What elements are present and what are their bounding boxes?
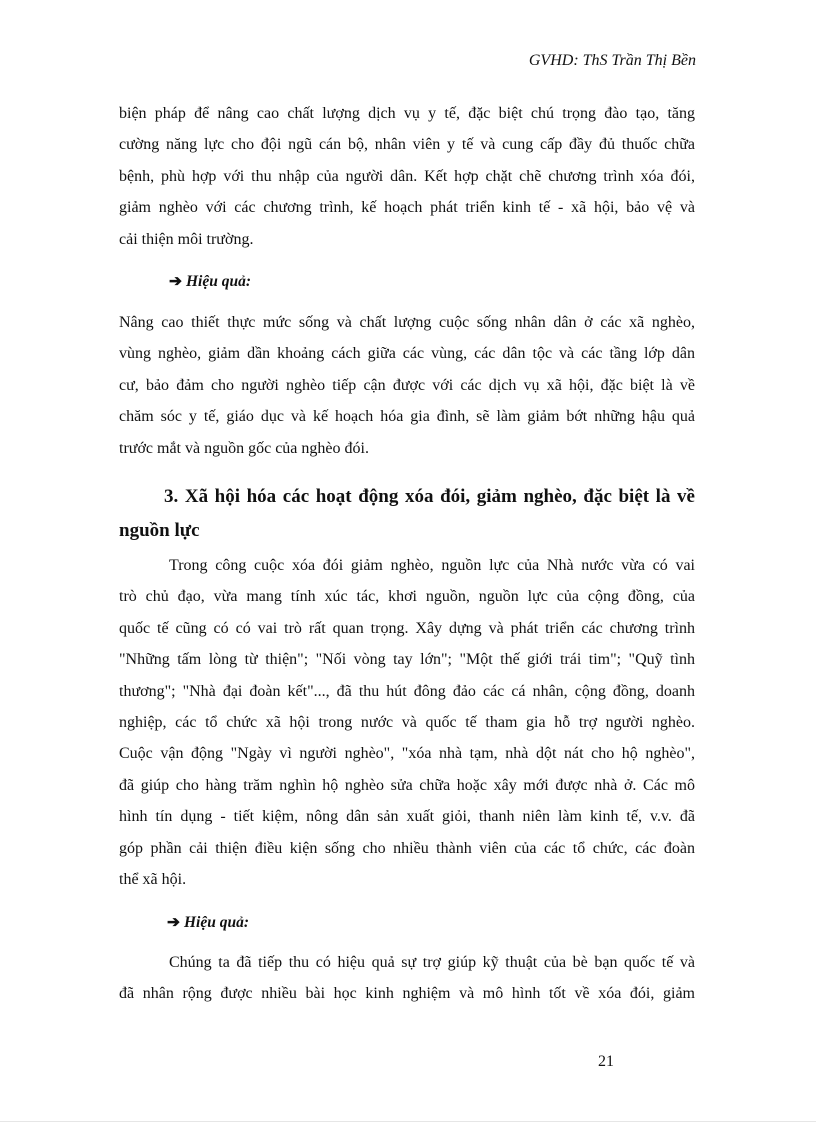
text-line: đã nhân rộng được nhiều bài học kinh nghiệm và mô hình tốt về xóa đói, giảm	[119, 985, 695, 1003]
text-line: trò chủ đạo, vừa mang tính xúc tác, khơi nguồn, nguồn lực của cộng đồng, của	[119, 588, 695, 606]
text-line: vùng nghèo, giảm dần khoảng cách giữa các vùng, các dân tộc và các tầng lớp dân	[119, 345, 695, 363]
paragraph-3	[119, 550, 695, 895]
text-line: thể xã hội.	[119, 871, 187, 889]
text-line: quốc tế cũng có có vai trò rất quan trọng. Xây dựng và phát triển các chương trình	[119, 619, 695, 637]
paragraph-4	[119, 947, 695, 1010]
result-label-2	[167, 913, 249, 932]
text-line: bệnh, phù hợp với thu nhập của người dân. Kết hợp chặt chẽ chương trình xóa đói,	[119, 167, 695, 185]
text-line: trước mắt và nguồn gốc của nghèo đói.	[119, 439, 369, 457]
page-header: GVHD: ThS Trần Thị Bền	[528, 52, 696, 69]
section-heading	[119, 480, 695, 548]
heading-line: 3. Xã hội hóa các hoạt động xóa đói, giảm nghèo, đặc biệt là về	[164, 486, 695, 507]
paragraph-1	[119, 98, 695, 255]
text-line: chăm sóc y tế, giáo dục và kế hoạch hóa gia đình, sẽ làm giảm bớt những hậu quả	[119, 408, 695, 426]
text-line: đã giúp cho hàng trăm nghìn hộ nghèo sửa chữa hoặc xây mới được nhà ở. Các mô	[119, 776, 695, 794]
paragraph-2	[119, 307, 695, 464]
label-text: Hiệu quả:	[186, 273, 252, 290]
text-line: góp phần cải thiện điều kiện sống cho nhiều thành viên của các tổ chức, các đoàn	[119, 839, 695, 857]
text-line: Cuộc vận động "Ngày vì người nghèo", "xóa nhà tạm, nhà dột nát cho hộ nghèo",	[119, 745, 695, 763]
text-line: Chúng ta đã tiếp thu có hiệu quả sự trợ giúp kỹ thuật của bè bạn quốc tế và	[169, 954, 695, 971]
arrow-right-icon: ➔	[169, 273, 182, 290]
text-line: Nâng cao thiết thực mức sống và chất lượng cuộc sống nhân dân ở các xã nghèo,	[119, 314, 695, 331]
text-line: biện pháp để nâng cao chất lượng dịch vụ y tế, đặc biệt chú trọng đào tạo, tăng	[119, 105, 695, 122]
text-line: cư, bảo đảm cho người nghèo tiếp cận được với các dịch vụ xã hội, đặc biệt là về	[119, 376, 695, 394]
page-number: 21	[598, 1053, 614, 1070]
text-line: cải thiện môi trường.	[119, 230, 254, 248]
text-line: "Những tấm lòng từ thiện"; "Nối vòng tay lớn"; "Một thế giới trái tim"; "Quỹ tình	[119, 651, 695, 669]
text-line: giảm nghèo với các chương trình, kế hoạch phát triển kinh tế - xã hội, bảo vệ và	[119, 199, 695, 217]
heading-line: nguồn lực	[119, 520, 200, 541]
text-line: hình tín dụng - tiết kiệm, nông dân sản xuất giỏi, thanh niên làm kinh tế, v.v. đã	[119, 808, 695, 826]
text-line: nghiệp, các tổ chức xã hội trong nước và quốc tế tham gia hỗ trợ người nghèo.	[119, 714, 695, 732]
page-bottom-divider	[0, 1121, 816, 1122]
text-line: cường năng lực cho đội ngũ cán bộ, nhân viên y tế và cung cấp đầy đủ thuốc chữa	[119, 136, 695, 154]
arrow-right-icon: ➔	[167, 914, 180, 931]
label-text: Hiệu quả:	[184, 914, 250, 931]
result-label-1	[169, 272, 251, 291]
text-line: Trong công cuộc xóa đói giảm nghèo, nguồn lực của Nhà nước vừa có vai	[169, 557, 695, 574]
text-line: thương"; "Nhà đại đoàn kết"..., đã thu hút đông đảo các cá nhân, cộng đồng, doanh	[119, 682, 695, 700]
